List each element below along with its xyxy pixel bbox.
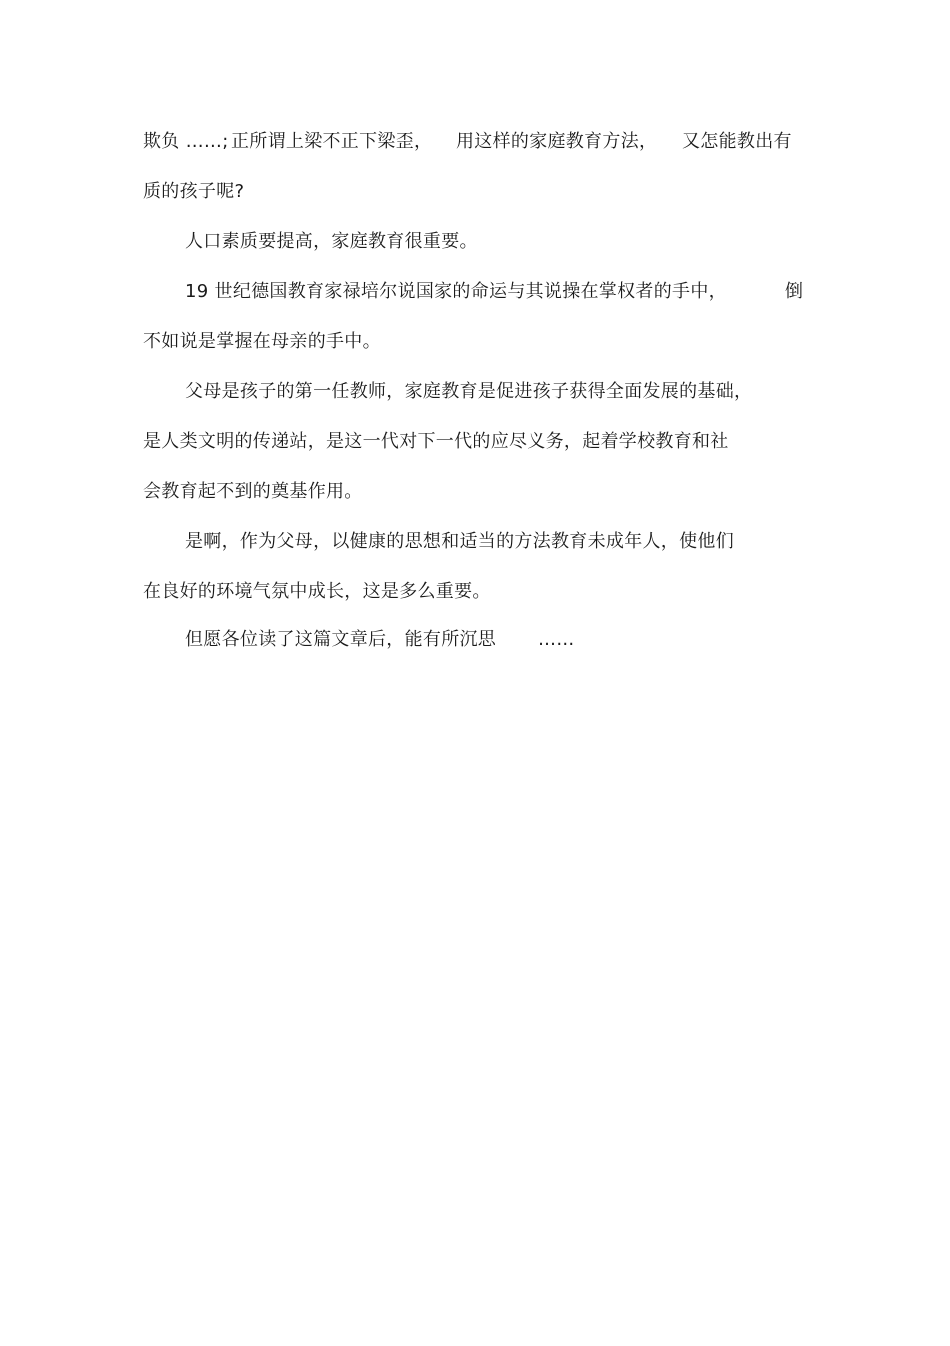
text-line-11: [185, 629, 575, 717]
text-segment: 在良好的环境气氛中成长，这是多么重要。: [143, 581, 491, 602]
text-segment: 父母是孩子的第一任教师，家庭教育是促进孩子获得全面发展的基础，: [185, 381, 753, 402]
text-segment: 是啊，作为父母，以健康的思想和适当的方法教育未成年人，使他们: [185, 531, 734, 552]
text-segment: 不如说是掌握在母亲的手中。: [143, 331, 381, 352]
text-segment: 正所谓上梁不正下梁歪，: [231, 131, 433, 152]
text-segment: 是人类文明的传递站，是这一代对下一代的应尽义务，起着学校教育和社: [143, 431, 729, 452]
text-segment: 人口素质要提高，家庭教育很重要。: [185, 231, 478, 252]
text-segment: 欺负 ……;: [143, 131, 229, 152]
text-segment: 会教育起不到的奠基作用。: [143, 481, 363, 502]
text-line-5: [143, 331, 381, 397]
text-line-8: [143, 481, 363, 547]
text-line-2: [143, 181, 245, 247]
text-segment: 但愿各位读了这篇文章后，能有所沉思: [185, 629, 497, 650]
text-segment: 质的孩子呢?: [143, 181, 245, 202]
text-segment: ……: [538, 629, 575, 650]
text-segment: 用这样的家庭教育方法，: [456, 131, 658, 152]
text-segment: 19 世纪德国教育家禄培尔说国家的命运与其说操在掌权者的手中，: [185, 281, 727, 302]
text-segment: 倒: [785, 281, 804, 302]
text-segment: 又怎能教出有: [682, 131, 792, 152]
